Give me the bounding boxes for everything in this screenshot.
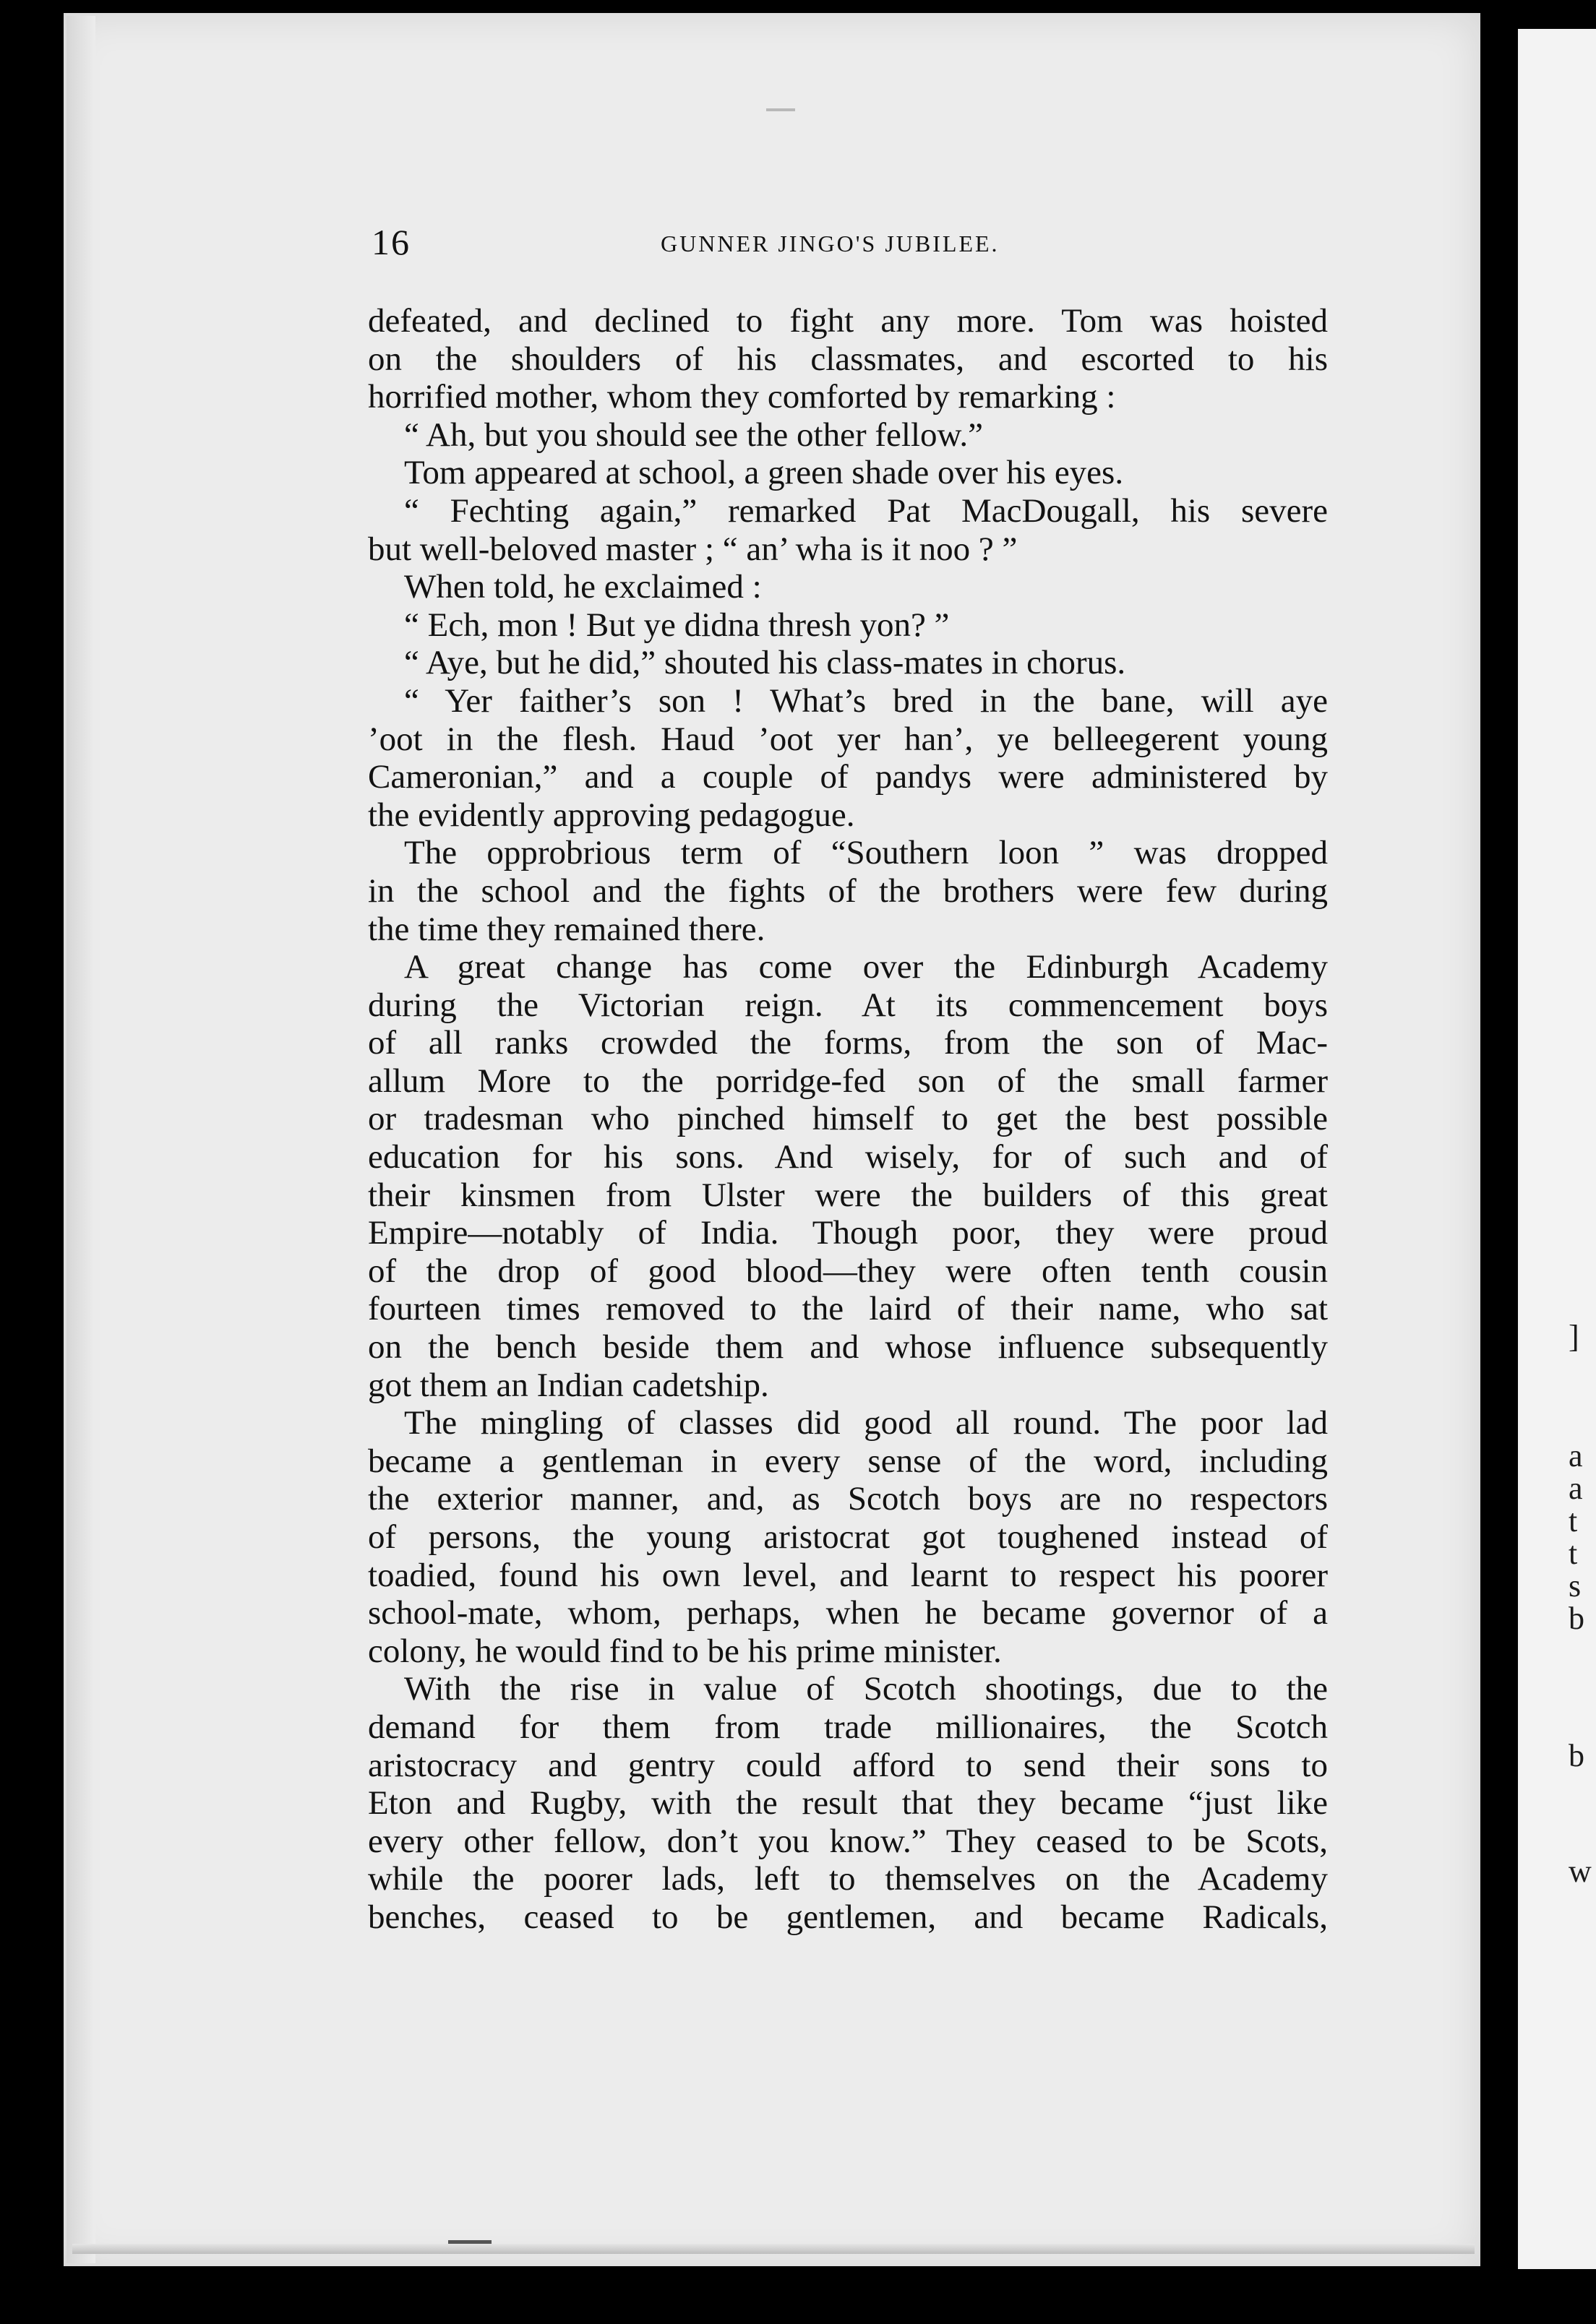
page-header bbox=[372, 217, 1330, 275]
text-line: “ Ah, but you should see the other fellow.” bbox=[404, 416, 983, 454]
adjacent-page-letter: b bbox=[1569, 1738, 1584, 1773]
text-line: of the drop of good blood—they were often tenth cousin bbox=[368, 1252, 1328, 1290]
text-line: With the rise in value of Scotch shootings, due to the bbox=[404, 1670, 1328, 1708]
text-line: The mingling of classes did good all round. The poor lad bbox=[404, 1404, 1328, 1442]
text-line: “ Aye, but he did,” shouted his class-mates in chorus. bbox=[404, 644, 1126, 682]
text-line: the time they remained there. bbox=[368, 910, 765, 948]
text-line: of all ranks crowded the forms, from the son of Mac- bbox=[368, 1024, 1328, 1062]
text-line: every other fellow, don’t you know.” They ceased to be Scots, bbox=[368, 1822, 1328, 1860]
text-line: aristocracy and gentry could afford to send their sons to bbox=[368, 1746, 1328, 1784]
text-line: the evidently approving pedagogue. bbox=[368, 796, 855, 834]
adjacent-page-letter: t bbox=[1569, 1503, 1578, 1538]
text-line: school-mate, whom, perhaps, when he became governor of a bbox=[368, 1594, 1328, 1632]
text-line: became a gentleman in every sense of the word, including bbox=[368, 1442, 1328, 1480]
page-gutter-gap bbox=[1480, 0, 1518, 2324]
scan-smudge bbox=[448, 2240, 492, 2244]
running-title: GUNNER JINGO'S JUBILEE. bbox=[661, 231, 1000, 257]
text-line: The opprobrious term of “Southern loon ” was dropped bbox=[404, 834, 1328, 872]
text-line: Eton and Rugby, with the result that they became “just like bbox=[368, 1784, 1328, 1822]
text-line: in the school and the fights of the brothers were few during bbox=[368, 872, 1328, 910]
text-line: toadied, found his own level, and learnt to respect his poorer bbox=[368, 1556, 1328, 1594]
page-binding-shadow bbox=[66, 16, 95, 2263]
adjacent-page-letter: ] bbox=[1569, 1319, 1579, 1354]
text-line: “ Yer faither’s son ! What’s bred in the bane, will aye bbox=[404, 681, 1328, 720]
text-line: defeated, and declined to fight any more. Tom was hoisted bbox=[368, 302, 1328, 340]
adjacent-page-letter: t bbox=[1569, 1536, 1578, 1571]
adjacent-page-letter: a bbox=[1569, 1438, 1583, 1473]
text-line: on the shoulders of his classmates, and escorted to his bbox=[368, 340, 1328, 378]
text-line: benches, ceased to be gentlemen, and became Radicals, bbox=[368, 1898, 1328, 1936]
text-line: got them an Indian cadetship. bbox=[368, 1366, 769, 1404]
text-line: education for his sons. And wisely, for of such and of bbox=[368, 1138, 1328, 1176]
text-line: during the Victorian reign. At its commencement boys bbox=[368, 986, 1328, 1024]
text-line: When told, he exclaimed : bbox=[404, 568, 762, 606]
text-line: Tom appeared at school, a green shade over his eyes. bbox=[404, 454, 1124, 492]
adjacent-page-letter: s bbox=[1569, 1568, 1582, 1604]
body-text bbox=[368, 302, 1328, 1937]
text-line: ’oot in the flesh. Haud ’oot yer han’, ye belleegerent young bbox=[368, 720, 1328, 758]
text-line: fourteen times removed to the laird of their name, who sat bbox=[368, 1290, 1328, 1328]
text-line: “ Fechting again,” remarked Pat MacDougall, his severe bbox=[404, 491, 1328, 530]
text-line: allum More to the porridge-fed son of the small farmer bbox=[368, 1062, 1328, 1100]
adjacent-page-strip bbox=[1518, 29, 1596, 2269]
text-line: on the bench beside them and whose influence subsequently bbox=[368, 1328, 1328, 1367]
text-line: while the poorer lads, left to themselves on the Academy bbox=[368, 1860, 1328, 1898]
text-line: Cameronian,” and a couple of pandys were administered by bbox=[368, 758, 1328, 796]
text-line: A great change has come over the Edinburgh Academy bbox=[404, 948, 1328, 986]
scan-smudge bbox=[766, 108, 795, 111]
adjacent-page-letter: a bbox=[1569, 1471, 1583, 1506]
text-line: or tradesman who pinched himself to get the best possible bbox=[368, 1100, 1328, 1138]
text-line: of persons, the young aristocrat got toughened instead of bbox=[368, 1518, 1328, 1556]
text-line: colony, he would find to be his prime minister. bbox=[368, 1632, 1002, 1670]
text-line: their kinsmen from Ulster were the builders of this great bbox=[368, 1176, 1328, 1214]
text-line: horrified mother, whom they comforted by remarking : bbox=[368, 378, 1116, 416]
adjacent-page-letter: b bbox=[1569, 1601, 1584, 1636]
text-line: but well-beloved master ; “ an’ wha is it noo ? ” bbox=[368, 530, 1018, 568]
page-bottom-edge bbox=[72, 2244, 1475, 2254]
page-number: 16 bbox=[372, 222, 411, 262]
text-line: Empire—notably of India. Though poor, they were proud bbox=[368, 1214, 1328, 1252]
text-line: “ Ech, mon ! But ye didna thresh yon? ” bbox=[404, 606, 950, 644]
adjacent-page-letter: w bbox=[1569, 1854, 1592, 1889]
text-line: the exterior manner, and, as Scotch boys are no respectors bbox=[368, 1480, 1328, 1518]
text-line: demand for them from trade millionaires, the Scotch bbox=[368, 1708, 1328, 1746]
